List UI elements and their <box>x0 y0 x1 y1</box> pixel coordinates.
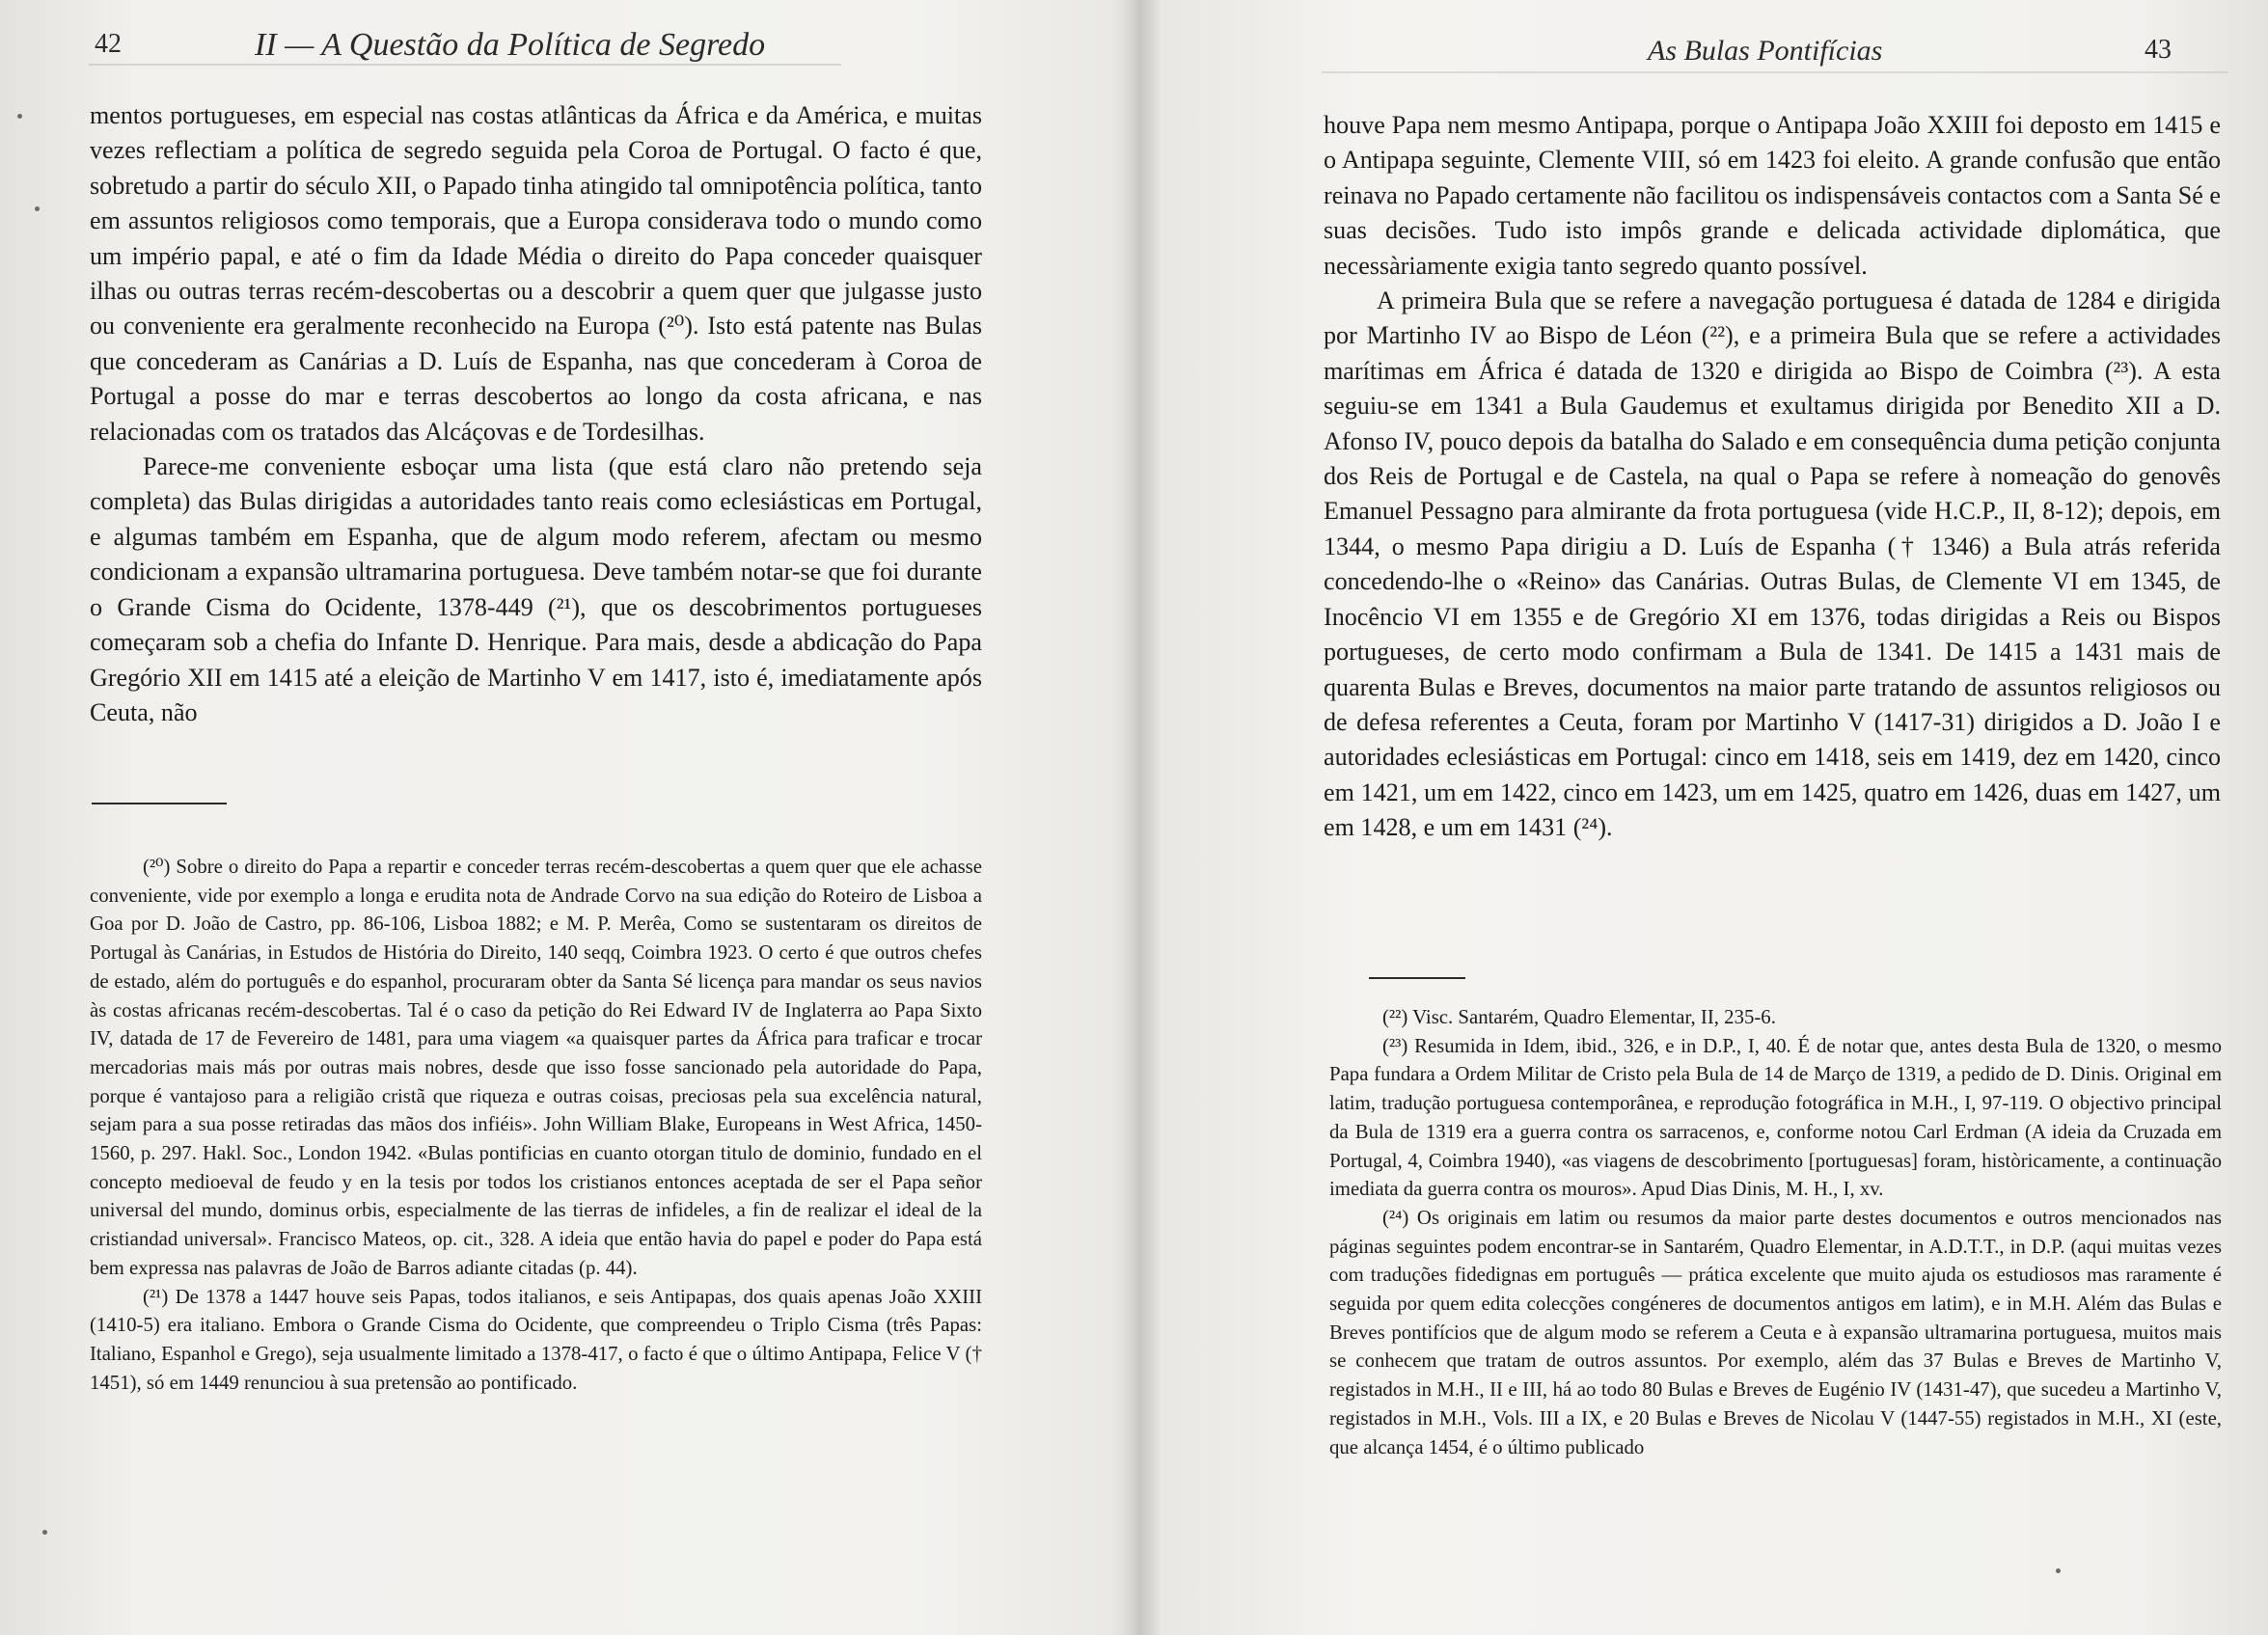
footnote-21: (²¹) De 1378 a 1447 houve seis Papas, todos italianos, e seis Antipapas, dos quais apenas João XXIII (1410-5) era italiano. Embora o Grande Cisma do Ocidente, que compreendeu o Triplo Cisma (três Papas: Italiano, Espanhol e Grego), seja usualmente limitado a 1378-417, o facto é que o último Antipapa, Felice V († 1451), só em 1449 renunciou à sua pretensão ao pontificado. <box>90 1285 982 1394</box>
left-running-head: II — A Questão da Política de Segredo <box>255 27 766 63</box>
left-body-text <box>90 98 982 730</box>
right-page-number: 43 <box>2145 35 2172 65</box>
book-gutter <box>1109 0 1162 1635</box>
left-page-number: 42 <box>95 29 122 59</box>
left-footnote-rule <box>92 803 227 804</box>
right-running-head: As Bulas Pontifícias <box>1648 35 1883 67</box>
left-paragraph: mentos portugueses, em especial nas costas atlânticas da África e da América, e muitas vezes reflectiam a política de segredo seguida pela Coroa de Portugal. O facto é que, sobretudo a partir do século XII, o Papado tinha atingido tal omnipotência política, tanto em assuntos religiosos como temporais, que a Europa considerava todo o mundo como um império papal, e até o fim da Idade Média o direito do Papa conceder quaisquer ilhas ou outras terras recém-descobertas ou a descobrir a quem quer que julgasse justo ou conveniente era geralmente reconhecido na Europa (²⁰). Isto está patente nas Bulas que concederam as Canárias a D. Luís de Espanha, nas que concederam à Coroa de Portugal a posse do mar e terras descobertos ao longo da costa africana, e nas relacionadas com os tratados das Alcáçovas e de Tordesilhas. <box>90 101 982 446</box>
right-body-text <box>1324 108 2221 846</box>
left-footnotes <box>90 853 982 1397</box>
scan-speck <box>2056 1568 2061 1573</box>
left-paragraph: Parece-me conveniente esboçar uma lista (que está claro não pretendo seja completa) das Bulas dirigidas a autoridades tanto reais como eclesiásticas em Portugal, e algumas também em Espanha, que de algum modo referem, afectam ou mesmo condicionam a expansão ultramarina portuguesa. Deve também notar-se que foi durante o Grande Cisma do Ocidente, 1378-449 (²¹), que os descobrimentos portugueses começaram sob a chefia do Infante D. Henrique. Para mais, desde a abdicação do Papa Gregório XII em 1415 até a eleição de Martinho V em 1417, isto é, imediatamente após Ceuta, não <box>90 452 982 726</box>
right-footnote-rule <box>1369 977 1465 979</box>
right-head-rule <box>1322 71 2228 73</box>
footnote-22: (²²) Visc. Santarém, Quadro Elementar, II, 235-6. <box>1382 1006 1776 1028</box>
scan-speck <box>42 1530 47 1535</box>
footnote-24: (²⁴) Os originais em latim ou resumos da maior parte destes documentos e outros mencionados nas páginas seguintes podem encontrar-se in Santarém, Quadro Elementar, in A.D.T.T., in D.P. (aqui muitas vezes com traduções fidedignas em português — prática excelente que muito ajuda os estudiosos mas raramente é seguida por quem edita colecções congéneres de documentos antigos em latim), e in M.H. Além das Bulas e Breves pontifícios que de algum modo se referem a Ceuta e à expansão ultramarina portuguesa, muitos mais se conhecem que tratam de outros assuntos. Por exemplo, além das 37 Bulas e Breves de Martinho V, registados in M.H., II e III, há ao todo 80 Bulas e Breves de Eugénio IV (1431-47), que sucedeu a Martinho V, registados in M.H., Vols. III a IX, e 20 Bulas e Breves de Nicolau V (1447-55) registados in M.H., XI (este, que alcança 1454, é o último publicado <box>1329 1206 2222 1458</box>
right-paragraph: houve Papa nem mesmo Antipapa, porque o Antipapa João XXIII foi deposto em 1415 e o Antipapa seguinte, Clemente VIII, só em 1423 foi eleito. A grande confusão que então reinava no Papado certamente não facilitou os indispensáveis contactos com a Santa Sé e suas decisões. Tudo isto impôs grande e delicada actividade diplomática, que necessàriamente exigia tanto segredo quanto possível. <box>1324 111 2221 280</box>
right-paragraph: A primeira Bula que se refere a navegação portuguesa é datada de 1284 e dirigida por Martinho IV ao Bispo de Léon (²²), e a primeira Bula que se refere a actividades marítimas em África é datada de 1320 e dirigida ao Bispo de Coimbra (²³). A esta seguiu-se em 1341 a Bula Gaudemus et exultamus dirigida por Benedito XII a D. Afonso IV, pouco depois da batalha do Salado e em consequência duma petição conjunta dos Reis de Portugal e de Castela, na qual o Papa se refere à nomeação do genovês Emanuel Pessagno para almirante da frota portuguesa (vide H.C.P., II, 8-12); depois, em 1344, o mesmo Papa dirigiu a D. Luís de Espanha († 1346) a Bula atrás referida concedendo-lhe o «Reino» das Canárias. Outras Bulas, de Clemente VI em 1345, de Inocêncio VI em 1355 e de Gregório XI em 1376, todas dirigidas a Reis ou Bispos portugueses, de certo modo confirmam a Bula de 1341. De 1415 a 1431 mais de quarenta Bulas e Breves, documentos na maior parte tratando de assuntos religiosos ou de defesa referentes a Ceuta, foram por Martinho V (1417-31) dirigidos a D. João I e autoridades eclesiásticas em Portugal: cinco em 1418, seis em 1419, dez em 1420, cinco em 1421, um em 1422, cinco em 1423, um em 1425, quatro em 1426, duas em 1427, um em 1428, e um em 1431 (²⁴). <box>1324 286 2221 842</box>
footnote-20: (²⁰) Sobre o direito do Papa a repartir e conceder terras recém-descobertas a quem quer que ele achasse conveniente, vide por exemplo a longa e erudita nota de Andrade Corvo na sua edição do Roteiro de Lisboa a Goa por D. João de Castro, pp. 86-106, Lisboa 1882; e M. P. Merêa, Como se sustentaram os direitos de Portugal às Canárias, in Estudos de História do Direito, 140 seqq, Coimbra 1923. O certo é que outros chefes de estado, além do português e do espanhol, procuraram obter da Santa Sé licença para mandar os seus navios às costas africanas recém-descobertas. Tal é o caso da petição do Rei Edward IV de Inglaterra ao Papa Sixto IV, datada de 17 de Fevereiro de 1481, para uma viagem «a quaisquer partes da África para traficar e trocar mercadorias mais más por outras mais nobres, desde que isso fosse sancionado pela autoridade do Papa, porque é vantajoso para a religião cristã que riqueza e outras coisas, preciosas pela sua excelência natural, sejam para a sua posse retiradas das mãos dos infiéis». John William Blake, Europeans in West Africa, 1450-1560, p. 297. Hakl. Soc., London 1942. «Bulas pontificias en cuanto otorgan titulo de dominio, fundado en el concepto medioeval de feudo y en la tesis por todos los cristianos entonces aceptada de ser el Papa señor universal del mundo, dominus orbis, especialmente de las tierras de infideles, a fin de realizar el ideal de la cristiandad universal». Francisco Mateos, op. cit., 328. A ideia que então havia do papel e poder do Papa está bem expressa nas palavras de João de Barros adiante citadas (p. 44). <box>90 856 982 1279</box>
left-head-rule <box>89 64 841 66</box>
right-footnotes <box>1329 1003 2222 1461</box>
footnote-23: (²³) Resumida in Idem, ibid., 326, e in D.P., I, 40. É de notar que, antes desta Bula de 1320, o mesmo Papa fundara a Ordem Militar de Cristo pela Bula de 14 de Março de 1319, a pedido de D. Dinis. Original em latim, tradução portuguesa contemporânea, e reprodução fotográfica in M.H., I, 97-119. O objectivo principal da Bula de 1319 era a guerra contra os sarracenos, e, conforme notou Carl Erdman (A ideia da Cruzada em Portugal, 4, Coimbra 1940), «as viagens de descobrimento [portuguesas] foram, històricamente, a continuação imediata da guerra contra os mouros». Apud Dias Dinis, M. H., I, xv. <box>1329 1034 2222 1201</box>
scan-speck <box>35 206 40 211</box>
scan-speck <box>17 114 22 119</box>
